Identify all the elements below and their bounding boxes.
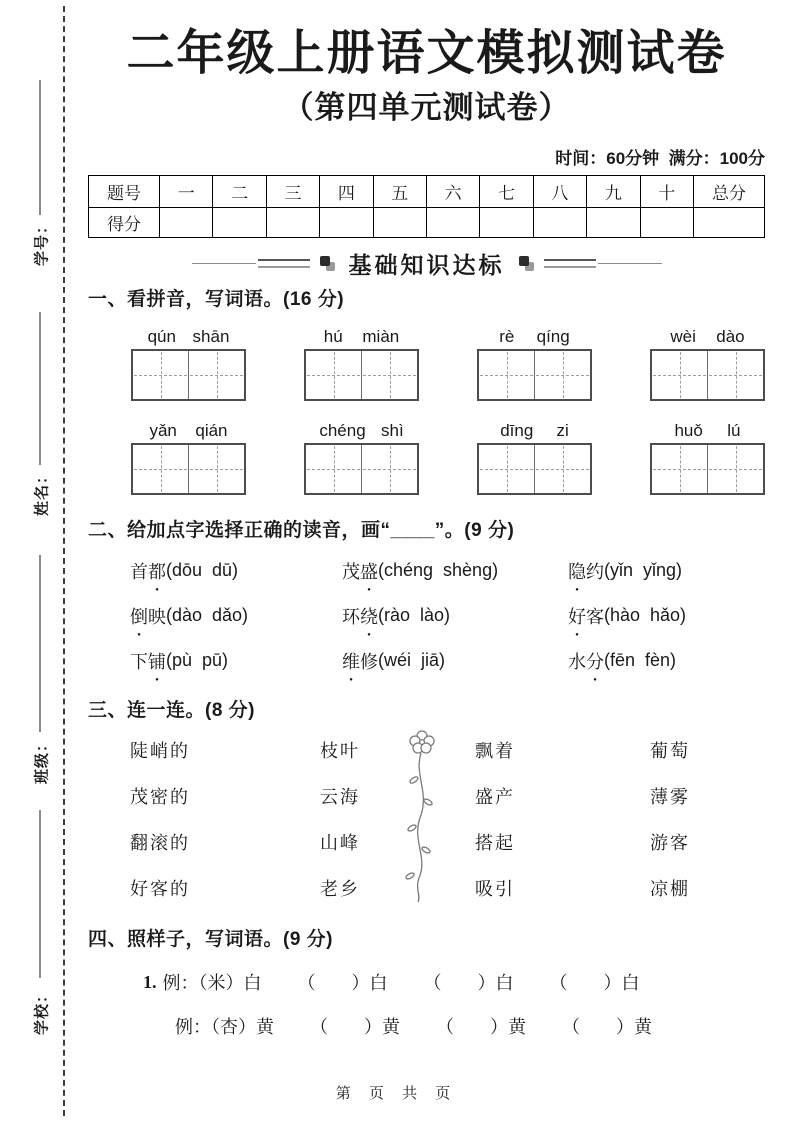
fill-blank: （ ）黄	[562, 1017, 652, 1037]
match-word: 游客	[650, 833, 690, 853]
example-word: （杏）黄	[211, 1017, 274, 1037]
match-col-objects	[650, 728, 690, 912]
student-id-blank-line	[39, 80, 41, 215]
class-blank-line	[39, 555, 41, 732]
pron-item: 环绕 ● (rào lào)	[342, 593, 568, 638]
pinyin-syllable: qíng	[536, 327, 570, 346]
item-number: 1.	[143, 971, 157, 992]
score-col-total: 总分	[694, 176, 765, 208]
banner-title: 基础知识达标	[348, 251, 505, 278]
score-table	[88, 175, 765, 238]
score-col: 九	[587, 176, 640, 208]
pinyin-syllable: qián	[195, 421, 228, 440]
pron-item: 下铺 ● (pù pū)	[130, 638, 342, 683]
pinyin-syllable: yǎn	[149, 421, 177, 440]
banner-line-right	[598, 263, 662, 264]
school-label: 学校：	[33, 986, 51, 1036]
time-score-info: 时间：60分钟 满分：100分	[555, 149, 765, 168]
pron-item: 水分 ● (fēn fèn)	[568, 638, 765, 683]
pinyin-syllable: dào	[716, 327, 745, 346]
pinyin-group	[304, 323, 419, 401]
score-table-points-row	[89, 208, 765, 238]
pinyin-syllable: shì	[380, 421, 404, 440]
fold-dashed-line	[63, 6, 65, 1116]
pron-item: 好 ●客 (hào hǎo)	[568, 593, 765, 638]
pinyin-group	[131, 323, 246, 401]
pron-item: 首都 ● (dōu dū)	[130, 548, 342, 593]
section-banner	[88, 248, 765, 278]
example-label: 例：	[162, 973, 199, 993]
quote-squares-icon	[519, 256, 534, 271]
pinyin-syllable: hú	[323, 327, 343, 346]
pron-item: 维 ●修 (wéi jiā)	[342, 638, 568, 683]
score-cell	[266, 208, 319, 238]
match-word: 吸引	[475, 879, 515, 899]
pinyin-syllable: miàn	[362, 327, 400, 346]
writing-grid-box	[650, 349, 765, 401]
class-label: 班级：	[33, 735, 51, 785]
match-col-nouns	[320, 728, 360, 912]
score-col: 四	[320, 176, 373, 208]
pron-item: 倒 ●映 (dào dǎo)	[130, 593, 342, 638]
fill-blank: （ ）黄	[436, 1017, 526, 1037]
page-footer: 第 页 共 页	[335, 1085, 458, 1102]
score-cell	[213, 208, 266, 238]
score-col: 七	[480, 176, 533, 208]
score-col: 二	[213, 176, 266, 208]
match-word: 茂密的	[130, 787, 190, 807]
example-word: （米）白	[198, 973, 262, 993]
pinyin-row-1	[88, 323, 765, 401]
score-cell	[320, 208, 373, 238]
score-cell	[480, 208, 533, 238]
match-col-adjectives	[130, 728, 190, 912]
section3-heading: 三、连一连。(8 分)	[88, 700, 256, 721]
writing-grid-box	[304, 443, 419, 495]
writing-grid-box	[131, 443, 246, 495]
match-word: 陡峭的	[130, 741, 190, 761]
points-row-label: 得分	[89, 208, 160, 238]
pinyin-syllable: lú	[727, 421, 741, 440]
score-col: 六	[426, 176, 479, 208]
match-word: 盛产	[475, 787, 515, 807]
pron-item: 茂盛 ● (chéng shèng)	[342, 548, 568, 593]
score-cell	[373, 208, 426, 238]
pinyin-group	[650, 417, 765, 495]
pinyin-group	[477, 417, 592, 495]
fill-blank: （ ）白	[549, 973, 640, 993]
score-cell	[533, 208, 586, 238]
pinyin-syllable: dīng	[500, 421, 534, 440]
pinyin-group	[304, 417, 419, 495]
writing-grid-box	[477, 443, 592, 495]
match-word: 云海	[320, 787, 360, 807]
match-word: 翻滚的	[130, 833, 190, 853]
match-word: 老乡	[320, 879, 360, 899]
banner-line-left	[192, 263, 256, 264]
example-label: 例：	[175, 1017, 211, 1037]
vine-flower-decoration	[395, 728, 445, 904]
score-cell	[587, 208, 640, 238]
fill-blank: （ ）白	[297, 973, 388, 993]
student-id-label: 学号：	[33, 217, 51, 267]
writing-grid-box	[477, 349, 592, 401]
score-cell	[640, 208, 693, 238]
score-col: 五	[373, 176, 426, 208]
student-name-blank-line	[39, 312, 41, 465]
example-line-white	[88, 969, 765, 995]
writing-grid-box	[304, 349, 419, 401]
writing-grid-box	[650, 443, 765, 495]
pinyin-syllable: rè	[499, 327, 515, 346]
match-word: 搭起	[475, 833, 515, 853]
writing-grid-box	[131, 349, 246, 401]
banner-line-right-thick	[544, 259, 596, 268]
match-col-verbs	[475, 728, 515, 912]
pinyin-group	[650, 323, 765, 401]
paper-title: 二年级上册语文模拟测试卷	[126, 27, 727, 80]
match-word: 葡萄	[650, 741, 690, 761]
pinyin-row-2	[88, 417, 765, 495]
match-word: 凉棚	[650, 879, 690, 899]
student-name-label: 姓名：	[33, 467, 51, 517]
banner-line-left-thick	[258, 259, 310, 268]
score-col: 十	[640, 176, 693, 208]
paper-subtitle: （第四单元测试卷）	[282, 90, 571, 125]
matching-exercise	[88, 728, 765, 912]
score-header-label: 题号	[89, 176, 160, 208]
test-paper	[88, 0, 765, 1039]
score-table-header-row	[89, 176, 765, 208]
pron-item: 隐 ●约 (yǐn yǐng)	[568, 548, 765, 593]
score-cell	[160, 208, 213, 238]
pinyin-syllable: wèi	[670, 327, 696, 346]
match-word: 好客的	[130, 879, 190, 899]
match-word: 飘着	[475, 741, 515, 761]
pinyin-syllable: shān	[192, 327, 230, 346]
pinyin-syllable: chéng	[319, 421, 366, 440]
match-word: 薄雾	[650, 787, 690, 807]
pinyin-syllable: zi	[556, 421, 569, 440]
score-cell	[694, 208, 765, 238]
section4-heading: 四、照样子，写词语。(9 分)	[88, 929, 334, 950]
example-line-yellow	[88, 1013, 765, 1039]
pronunciation-items	[88, 548, 765, 683]
score-cell	[426, 208, 479, 238]
fill-blank: （ ）白	[423, 973, 514, 993]
score-col: 三	[266, 176, 319, 208]
pinyin-syllable: huǒ	[674, 421, 703, 440]
score-col: 八	[533, 176, 586, 208]
match-word: 枝叶	[320, 741, 360, 761]
section2-heading: 二、给加点字选择正确的读音，画“____”。(9 分)	[88, 520, 515, 541]
school-blank-line	[39, 810, 41, 978]
section1-heading: 一、看拼音，写词语。(16 分)	[88, 289, 345, 310]
fill-blank: （ ）黄	[310, 1017, 400, 1037]
pinyin-syllable: qún	[147, 327, 176, 346]
score-col: 一	[160, 176, 213, 208]
match-word: 山峰	[320, 833, 360, 853]
quote-squares-icon	[320, 256, 335, 271]
pinyin-group	[131, 417, 246, 495]
pinyin-group	[477, 323, 592, 401]
